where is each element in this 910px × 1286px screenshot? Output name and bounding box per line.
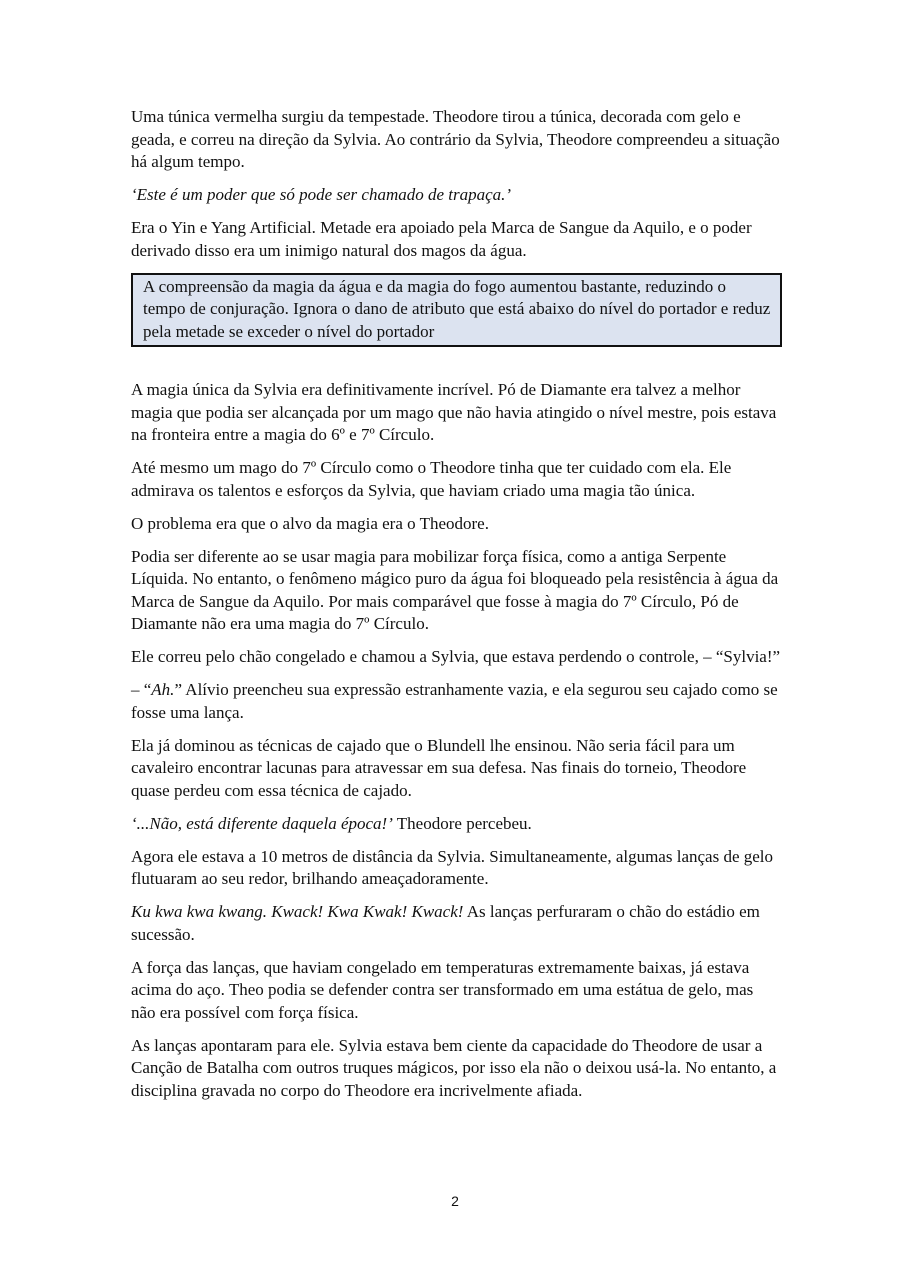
paragraph: Ela já dominou as técnicas de cajado que o Blundell lhe ensinou. Não seria fácil para um cavaleiro encontrar lacunas para atravessar em sua defesa. Nas finais do torneio, Theodore quase perdeu com essa técnica de cajado. <box>131 735 747 800</box>
dialogue-dash: – “ <box>131 680 152 699</box>
page-number: 2 <box>451 1193 459 1209</box>
paragraph <box>131 679 781 724</box>
paragraph: O problema era que o alvo da magia era o Theodore. <box>131 513 489 533</box>
paragraph: Agora ele estava a 10 metros de distância da Sylvia. Simultaneamente, algumas lanças de gelo flutuaram ao seu redor, brilhando ameaçadoramente. <box>131 846 774 888</box>
paragraph: Ele correu pelo chão congelado e chamou a Sylvia, que estava perdendo o controle, – “Sylvia!” <box>131 647 781 666</box>
paragraph: As lanças apontaram para ele. Sylvia estava bem ciente da capacidade do Theodore de usar a Canção de Batalha com outros truques mágicos, por isso ela não o deixou usá-la. No entanto, a disciplina gravada no corpo do Theodore era incrivelmente afiada. <box>131 1035 777 1100</box>
paragraph-text: As lanças perfuraram o chão do estádio em sucessão. <box>131 902 760 944</box>
paragraph: Uma túnica vermelha surgiu da tempestade. Theodore tirou a túnica, decorada com gelo e geada, e correu na direção da Sylvia. Ao contrário da Sylvia, Theodore compreendeu a situação há algum tempo. <box>131 107 780 171</box>
paragraph: Podia ser diferente ao se usar magia para mobilizar força física, como a antiga Serpente Líquida. No entanto, o fenômeno mágico puro da água foi bloqueado pela resistência à água da Marca de Sangue da Aquilo. Por mais comparável que fosse à magia do 7º Círculo, Pó de Diamante não era uma magia do 7º Círculo. <box>131 546 779 633</box>
paragraph: Era o Yin e Yang Artificial. Metade era apoiado pela Marca de Sangue da Aquilo, e o poder derivado disso era um inimigo natural dos magos da água. <box>131 218 752 260</box>
italic-thought: ‘...Não, está diferente daquela época!’ <box>131 813 393 833</box>
paragraph <box>131 901 781 946</box>
skill-description-box: A compreensão da magia da água e da magia do fogo aumentou bastante, reduzindo o tempo de conjuração. Ignora o dano de atributo que está abaixo do nível do portador e reduz pela metade se exceder o nível do portador <box>131 273 782 348</box>
page-body <box>131 106 781 1113</box>
italic-sound-effect: Ku kwa kwa kwang. Kwack! Kwa Kwak! Kwack! <box>131 902 464 921</box>
italic-thought: ‘Este é um poder que só pode ser chamado de trapaça.’ <box>131 185 512 204</box>
paragraph: A força das lanças, que haviam congelado em temperaturas extremamente baixas, já estava acima do aço. Theo podia se defender contra ser transformado em uma estátua de gelo, mas não era possível com força física. <box>131 957 754 1022</box>
paragraph: Até mesmo um mago do 7º Círculo como o Theodore tinha que ter cuidado com ela. Ele admirava os talentos e esforços da Sylvia, que haviam criado uma magia tão única. <box>131 458 732 500</box>
paragraph-text: Theodore percebeu. <box>392 813 532 833</box>
paragraph-text: ” Alívio preencheu sua expressão estranhamente vazia, e ela segurou seu cajado como se fosse uma lança. <box>131 680 778 722</box>
paragraph <box>131 813 781 836</box>
italic-exclamation: Ah. <box>151 680 175 699</box>
paragraph: A magia única da Sylvia era definitivamente incrível. Pó de Diamante era talvez a melhor magia que podia ser alcançada por um mago que não havia atingido o nível mestre, pois estava na fronteira entre a magia do 6º e 7º Círculo. <box>131 380 777 444</box>
